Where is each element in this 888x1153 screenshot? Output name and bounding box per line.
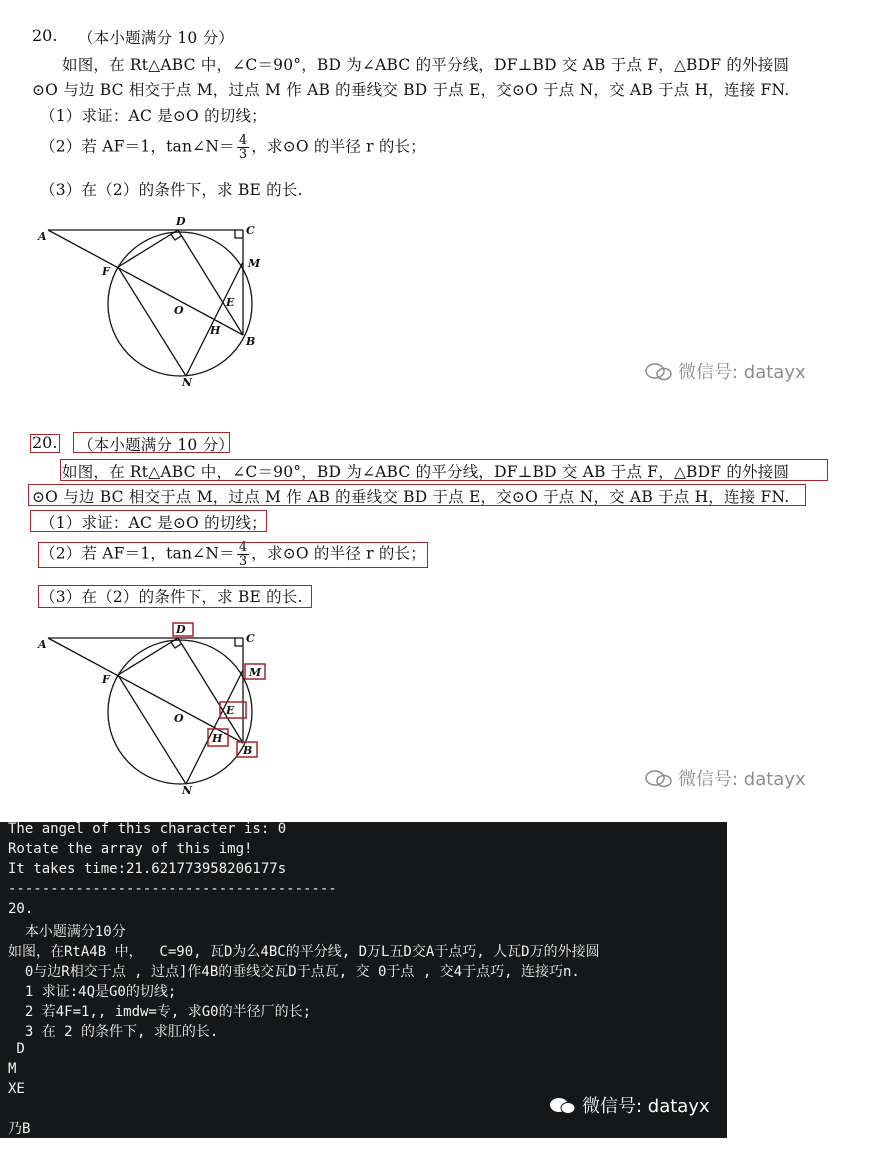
right-angle-d	[171, 642, 181, 648]
fraction-denominator: 3	[238, 554, 248, 569]
question-part-3: （3）在（2）的条件下，求 BE 的长.	[40, 588, 303, 606]
label-f: F	[102, 265, 110, 278]
detection-box-line-2	[28, 484, 806, 506]
segment-df	[118, 638, 178, 675]
terminal-line: 20.	[8, 901, 34, 917]
question-header: （本小题满分 10 分）	[78, 436, 234, 454]
part-2-prefix: （2）若 AF＝1，tan∠N＝	[40, 137, 235, 156]
question-line-2: ⊙O 与边 BC 相交于点 M，过点 M 作 AB 的垂线交 BD 于点 E，交⊙O 于点 N，交 AB 于点 H，连接 FN.	[32, 488, 790, 506]
part-2-prefix: （2）若 AF＝1，tan∠N＝	[40, 544, 235, 563]
label-d: D	[176, 215, 186, 228]
label-f: F	[102, 673, 110, 686]
fraction-numerator: 4	[238, 540, 248, 555]
terminal-line: The angel of this character is: 0	[8, 821, 287, 837]
detection-box-part-1	[30, 510, 267, 532]
terminal-line: It takes time:21.621773958206177s	[8, 861, 287, 877]
segment-df	[118, 230, 178, 267]
fraction-denominator: 3	[238, 147, 248, 162]
watermark-text: 微信号: datayx	[678, 362, 806, 383]
label-o: O	[174, 304, 184, 317]
question-number: 20.	[32, 433, 58, 452]
watermark-2	[644, 765, 806, 791]
question-part-1: （1）求证：AC 是⊙O 的切线；	[40, 514, 267, 532]
detection-box-line-1	[60, 459, 828, 481]
question-line-2: ⊙O 与边 BC 相交于点 M，过点 M 作 AB 的垂线交 BD 于点 E，交⊙O 于点 N，交 AB 于点 H，连接 FN.	[32, 81, 790, 99]
terminal-line: D	[8, 1041, 25, 1057]
watermark-1	[644, 358, 806, 384]
terminal-line: 1 求证:4Q是G0的切线;	[8, 984, 177, 1000]
label-h: H	[212, 732, 223, 745]
part-2-suffix: ，求⊙O 的半径 r 的长；	[251, 544, 426, 563]
label-m: M	[249, 666, 262, 679]
watermark-text: 微信号: datayx	[582, 1096, 710, 1117]
label-b: B	[243, 744, 253, 757]
question-part-2	[40, 134, 426, 161]
wechat-icon	[644, 363, 674, 381]
terminal-line: 本小题满分10分	[8, 924, 126, 940]
terminal-line: M	[8, 1061, 17, 1077]
question-header: （本小题满分 10 分）	[78, 29, 234, 47]
detection-box-number	[30, 434, 60, 453]
label-m: M	[248, 257, 261, 270]
original-question-panel	[0, 0, 888, 402]
label-c: C	[246, 632, 255, 645]
right-angle-c	[235, 230, 243, 238]
label-d: D	[176, 623, 186, 636]
label-n: N	[182, 376, 193, 389]
right-angle-c	[235, 638, 243, 646]
wechat-icon	[548, 1097, 578, 1115]
fraction	[237, 134, 249, 161]
terminal-line: 3 在 2 的条件下, 求肛的长.	[8, 1024, 219, 1040]
question-line-1: 如图，在 Rt△ABC 中，∠C＝90°，BD 为∠ABC 的平分线，DF⊥BD 交 AB 于点 F，△BDF 的外接圆	[62, 463, 790, 481]
segment-mn	[186, 670, 243, 784]
segment-fn	[118, 267, 186, 376]
terminal-line: 0与边R相交于点 , 过点]作4B的垂线交瓦D于点瓦, 交 0于点 , 交4于点巧, 连接巧n.	[8, 964, 580, 980]
terminal-line: XE	[8, 1081, 25, 1097]
question-line-1: 如图，在 Rt△ABC 中，∠C＝90°，BD 为∠ABC 的平分线，DF⊥BD 交 AB 于点 F，△BDF 的外接圆	[62, 56, 790, 74]
geometry-figure	[30, 618, 280, 803]
terminal-line: ---------------------------------------	[8, 881, 337, 897]
label-a: A	[38, 230, 47, 243]
label-c: C	[246, 224, 255, 237]
wechat-icon	[644, 770, 674, 788]
detection-box-part-2	[38, 542, 428, 568]
terminal-line: Rotate the array of this img!	[8, 841, 253, 857]
terminal-line: 2 若4F=1,, imdw=专, 求G0的半径厂的长;	[8, 1004, 312, 1020]
label-e: E	[226, 704, 235, 717]
terminal-line: 乃B	[8, 1121, 31, 1137]
label-h: H	[210, 324, 221, 337]
watermark-text: 微信号: datayx	[678, 769, 806, 790]
fraction-numerator: 4	[238, 133, 248, 148]
label-o: O	[174, 712, 184, 725]
segment-mn	[186, 262, 243, 376]
label-e: E	[226, 296, 235, 309]
label-n: N	[182, 784, 193, 797]
geometry-figure	[30, 210, 280, 395]
terminal-watermark	[548, 1092, 710, 1118]
terminal-line: 如图，在RtA4B 中， C=90, 瓦D为么4BC的平分线, D万L五D交A于点巧, 人瓦D万的外接圆	[8, 944, 600, 960]
terminal-output	[0, 822, 727, 1138]
part-2-suffix: ，求⊙O 的半径 r 的长；	[251, 137, 426, 156]
label-b: B	[246, 335, 256, 348]
question-number: 20.	[32, 26, 58, 45]
question-part-3: （3）在（2）的条件下，求 BE 的长.	[40, 181, 303, 199]
detection-box-header	[73, 432, 230, 453]
question-part-1: （1）求证：AC 是⊙O 的切线；	[40, 107, 267, 125]
label-a: A	[38, 638, 47, 651]
right-angle-d	[171, 234, 181, 240]
detection-box-part-3	[38, 585, 312, 608]
detection-panel	[0, 402, 888, 822]
segment-fn	[118, 675, 186, 784]
